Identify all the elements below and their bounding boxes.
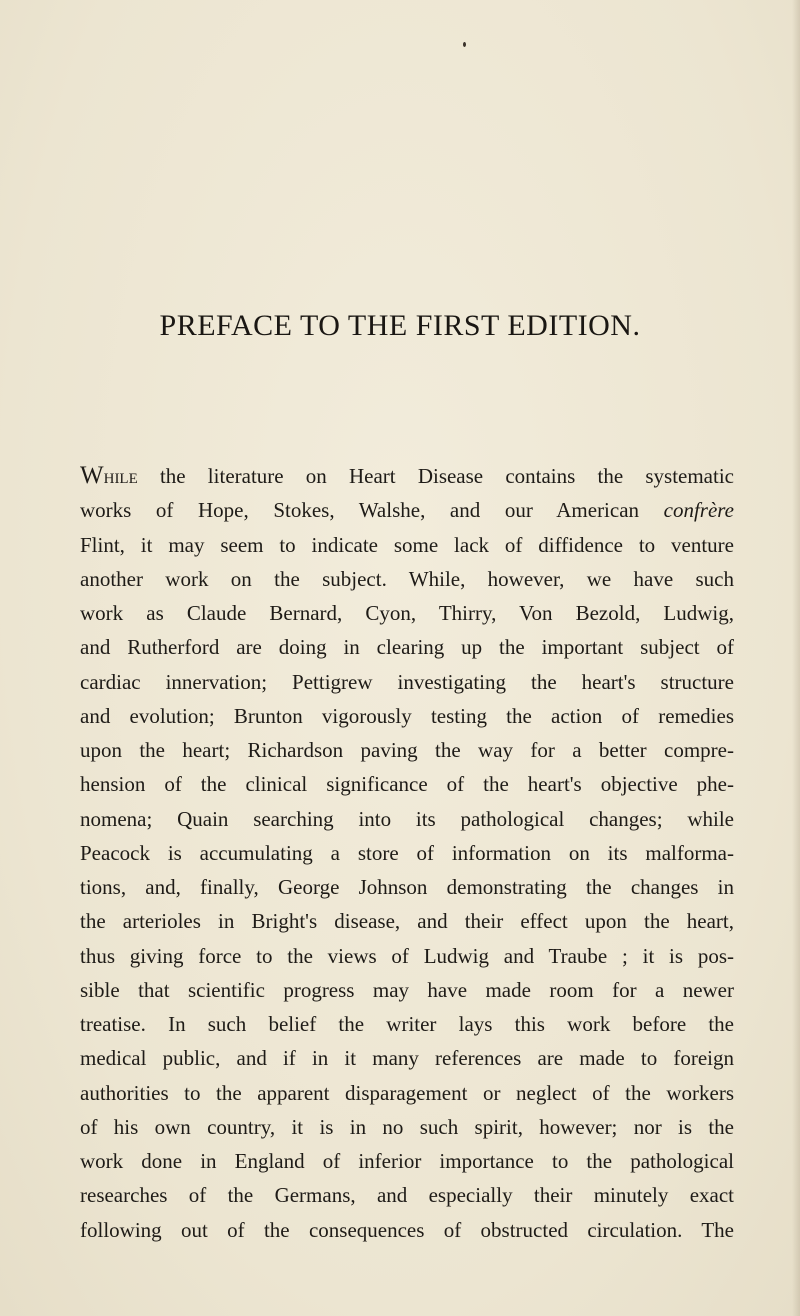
paragraph-line: medical public, and if in it many references are made to foreign [80, 1046, 734, 1071]
initial-word-rest: hile [103, 464, 138, 488]
page-edge-shadow [792, 0, 800, 1316]
paragraph-line: upon the heart; Richardson paving the way for a better compre- [80, 738, 734, 762]
paragraph-line: cardiac innervation; Pettigrew investigating the heart's structure [80, 669, 734, 694]
paragraph-line: the arterioles in Bright's disease, and their effect upon the heart, [80, 909, 734, 934]
page-title: PREFACE TO THE FIRST EDITION. [159, 309, 641, 342]
paragraph-line: sible that scientific progress may have made room for a newer [80, 977, 734, 1002]
paragraph-line: treatise. In such belief the writer lays this work before the [80, 1012, 734, 1036]
paragraph-line: authorities to the apparent disparagement or neglect of the workers [80, 1080, 734, 1105]
paragraph-line: works of Hope, Stokes, Walshe, and our American confrère [80, 498, 734, 523]
paragraph-line: tions, and, finally, George Johnson demonstrating the changes in [80, 875, 734, 899]
paragraph-line: nomena; Quain searching into its pathological changes; while [80, 806, 734, 831]
paragraph-line: work as Claude Bernard, Cyon, Thirry, Von Bezold, Ludwig, [80, 601, 734, 625]
paragraph-line: and evolution; Brunton vigorously testing the action of remedies [80, 703, 734, 728]
paragraph-line: Peacock is accumulating a store of information on its malforma- [80, 840, 734, 865]
paragraph-line: of his own country, it is in no such spirit, however; nor is the [80, 1114, 734, 1139]
paragraph-line: thus giving force to the views of Ludwig and Traube ; it is pos- [80, 943, 734, 968]
paragraph-line: work done in England of inferior importance to the pathological [80, 1149, 734, 1173]
initial-capital: W [80, 462, 104, 489]
paragraph-line-first [80, 459, 734, 493]
paragraph-line: researches of the Germans, and especially their minutely exact [80, 1183, 734, 1208]
italic-word: confrère [663, 498, 734, 523]
paragraph-line: Flint, it may seem to indicate some lack of diffidence to venture [80, 532, 734, 557]
first-line-text: the literature on Heart Disease contains the systematic [137, 464, 734, 488]
ink-speck [463, 42, 466, 47]
paragraph-line: hension of the clinical significance of the heart's objective phe- [80, 772, 734, 797]
drop-word [80, 464, 138, 488]
paragraph-line: and Rutherford are doing in clearing up the important subject of [80, 635, 734, 660]
paragraph-line: following out of the consequences of obstructed circulation. The [80, 1217, 734, 1242]
preface-paragraph [80, 459, 734, 1247]
paragraph-line: another work on the subject. While, however, we have such [80, 566, 734, 591]
